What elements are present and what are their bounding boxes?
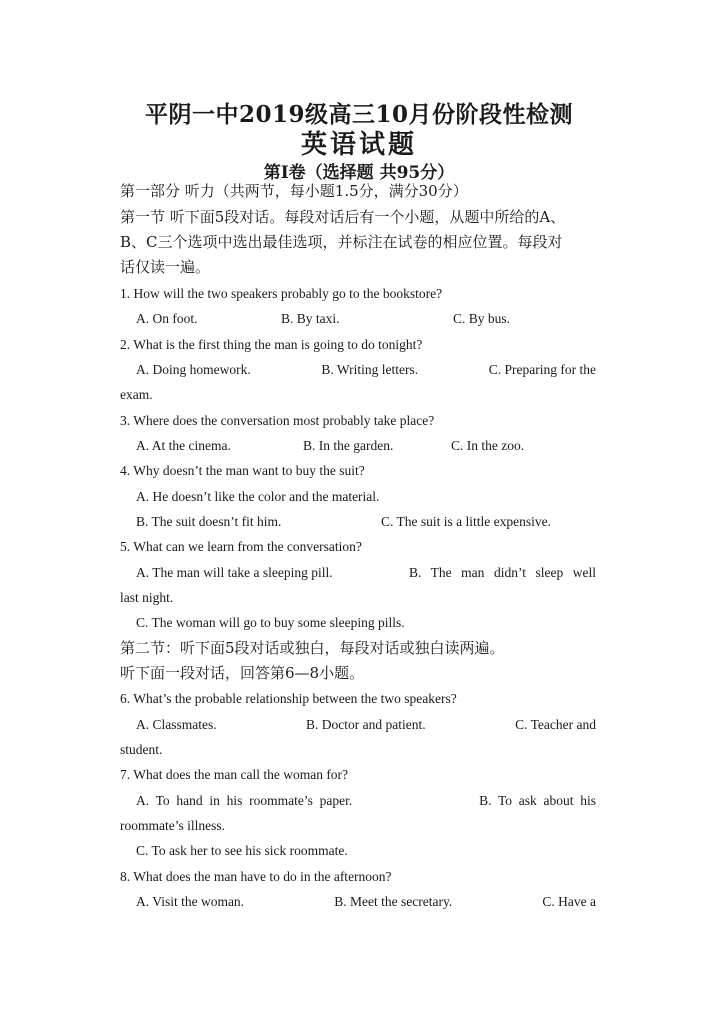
part1-heading: 第一部分 听力（共两节，每小题1.5分，满分30分） bbox=[120, 182, 468, 200]
question-7-option-c: C. To ask her to see his sick roommate. bbox=[136, 843, 348, 858]
question-6-stem: 6. What’s the probable relationship between the two speakers? bbox=[120, 691, 457, 706]
question-3-stem: 3. Where does the conversation most probably take place? bbox=[120, 413, 435, 428]
question-8-option-a: A. Visit the woman. bbox=[136, 894, 245, 909]
question-5-option-a: A. The man will take a sleeping pill. bbox=[136, 565, 333, 580]
question-8-stem: 8. What does the man have to do in the afternoon? bbox=[120, 869, 392, 884]
question-7-options bbox=[136, 794, 596, 808]
question-7-option-b-wrap: roommate’s illness. bbox=[120, 818, 225, 833]
question-4-option-c: C. The suit is a little expensive. bbox=[381, 514, 551, 529]
question-8-option-c: C. Have a bbox=[542, 894, 596, 909]
question-6-option-c: C. Teacher and bbox=[515, 717, 596, 732]
exam-title: 平阴一中2019级高三10月份阶段性检测 bbox=[144, 101, 574, 128]
section1-instruction-line1: 第一节 听下面5段对话。每段对话后有一个小题，从题中所给的A、 bbox=[120, 208, 566, 226]
question-2-option-a: A. Doing homework. bbox=[136, 362, 251, 377]
question-8-options bbox=[136, 895, 596, 909]
question-2-option-c-wrap: exam. bbox=[120, 387, 153, 402]
question-6-option-c-wrap: student. bbox=[120, 742, 163, 757]
question-1-option-b: B. By taxi. bbox=[281, 311, 340, 326]
question-1-option-c: C. By bus. bbox=[453, 311, 511, 326]
question-1-option-a: A. On foot. bbox=[136, 311, 198, 326]
section2-subinstruction: 听下面一段对话，回答第6—8小题。 bbox=[120, 664, 365, 682]
question-6-option-a: A. Classmates. bbox=[136, 717, 217, 732]
question-5-option-b bbox=[409, 566, 596, 580]
question-3-option-c: C. In the zoo. bbox=[451, 438, 525, 453]
subject-title: 英语试题 bbox=[300, 130, 417, 160]
question-8-option-b: B. Meet the secretary. bbox=[334, 894, 453, 909]
question-4-stem: 4. Why doesn’t the man want to buy the suit? bbox=[120, 463, 365, 478]
question-7-option-a: A. To hand in his roommate’s paper. bbox=[136, 793, 353, 808]
question-1-stem: 1. How will the two speakers probably go to the bookstore? bbox=[120, 286, 443, 301]
section1-instruction-line2: B、C三个选项中选出最佳选项，并标注在试卷的相应位置。每段对 bbox=[120, 233, 563, 251]
volume-title: 第Ⅰ卷（选择题 共95分） bbox=[263, 163, 455, 183]
question-3-option-a: A. At the cinema. bbox=[136, 438, 231, 453]
question-7-option-b: B. To ask about his bbox=[479, 793, 596, 808]
question-4-option-a: A. He doesn’t like the color and the material. bbox=[136, 489, 380, 504]
question-5-option-b-wrap: last night. bbox=[120, 590, 174, 605]
question-7-stem: 7. What does the man call the woman for? bbox=[120, 767, 349, 782]
question-6-options bbox=[136, 718, 596, 732]
section2-instruction: 第二节：听下面5段对话或独白，每段对话或独白读两遍。 bbox=[120, 639, 505, 657]
question-2-option-b: B. Writing letters. bbox=[321, 362, 419, 377]
section1-instruction-line3: 话仅读一遍。 bbox=[120, 258, 211, 276]
question-2-stem: 2. What is the first thing the man is going to do tonight? bbox=[120, 337, 423, 352]
question-5-option-b-text: B. The man didn’t sleep well bbox=[409, 565, 596, 580]
question-2-option-c: C. Preparing for the bbox=[488, 362, 596, 377]
question-4-option-b: B. The suit doesn’t fit him. bbox=[136, 514, 282, 529]
question-6-option-b: B. Doctor and patient. bbox=[306, 717, 426, 732]
question-3-option-b: B. In the garden. bbox=[303, 438, 394, 453]
question-2-options bbox=[136, 363, 596, 377]
question-5-option-c: C. The woman will go to buy some sleeping pills. bbox=[136, 615, 405, 630]
question-5-stem: 5. What can we learn from the conversation? bbox=[120, 539, 362, 554]
